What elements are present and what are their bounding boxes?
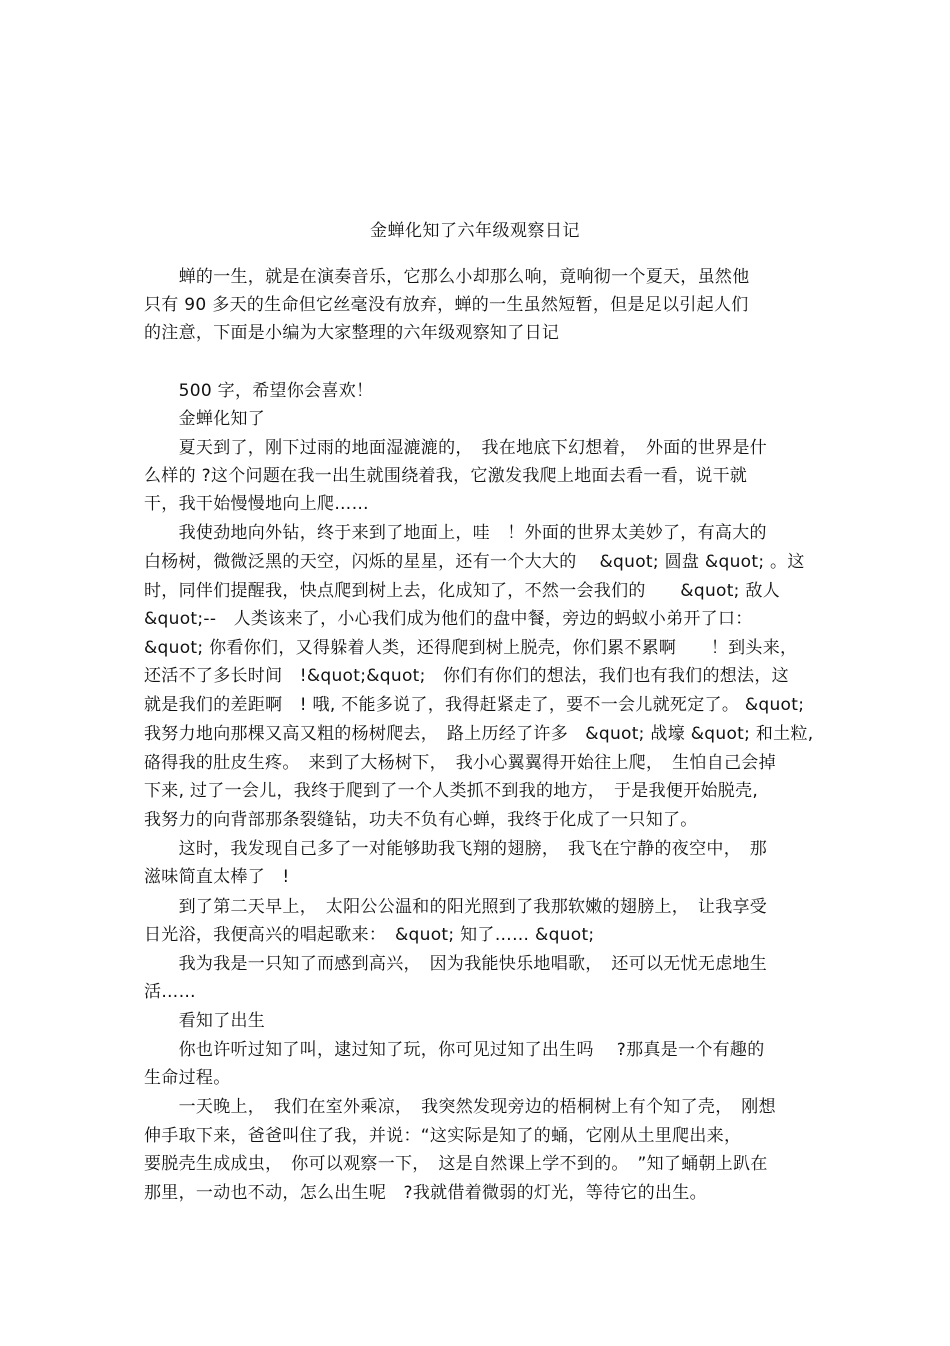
document-title: 金蝉化知了六年级观察日记: [370, 221, 580, 241]
text-line: 白杨树，微微泛黑的天空，闪烁的星星，还有一个大大的 &quot; 圆盘 &quot; 。这: [144, 552, 805, 572]
text-line: 还活不了多长时间 !&quot;&quot; 你们有你们的想法，我们也有我们的想法，这: [144, 666, 789, 686]
text-line: 活……: [144, 982, 196, 1002]
text-line: &quot;-- 人类该来了，小心我们成为他们的盘中餐，旁边的蚂蚁小弟开了口：: [144, 609, 753, 629]
text-line: 蝉的一生，就是在演奏音乐，它那么小却那么响，竟响彻一个夏天，虽然他: [144, 267, 750, 287]
text-line: 那里，一动也不动，怎么出生呢 ?我就借着微弱的灯光，等待它的出生。: [144, 1183, 707, 1203]
text-line: &quot; 你看你们，又得躲着人类，还得爬到树上脱壳，你们累不累啊 ！到头来，: [144, 638, 798, 658]
text-line: 下来, 过了一会儿，我终于爬到了一个人类抓不到我的地方， 于是我便开始脱壳,: [144, 781, 759, 801]
text-line: 我使劲地向外钻，终于来到了地面上，哇 ！外面的世界太美妙了，有高大的: [144, 523, 767, 543]
text-line: 干，我干始慢慢地向上爬……: [144, 494, 369, 514]
text-line: 500 字，希望你会喜欢！: [144, 381, 374, 401]
text-line: 时，同伴们提醒我，快点爬到树上去，化成知了，不然一会我们的 &quot; 敌人: [144, 581, 781, 601]
text-line: 就是我们的差距啊 ! 哦, 不能多说了，我得赶紧走了，要不一会儿就死定了。 &quot;: [144, 695, 805, 715]
text-line: 一天晚上， 我们在室外乘凉， 我突然发现旁边的梧桐树上有个知了壳， 刚想: [144, 1097, 776, 1117]
text-line: 滋味简直太棒了 !: [144, 867, 290, 887]
text-line: 我努力地向那棵又高又粗的杨树爬去， 路上历经了许多 &quot; 战壕 &quot; 和土粒,: [144, 724, 814, 744]
text-line: 日光浴，我便高兴的唱起歌来： &quot; 知了…… &quot;: [144, 925, 595, 945]
text-line: 你也许听过知了叫，逮过知了玩，你可见过知了出生吗 ?那真是一个有趣的: [144, 1040, 765, 1060]
text-line: 硌得我的肚皮生疼。 来到了大杨树下， 我小心翼翼得开始往上爬， 生怕自己会掉: [144, 753, 776, 773]
text-line: 伸手取下来，爸爸叫住了我，并说：“这实际是知了的蛹，它刚从土里爬出来，: [144, 1126, 742, 1146]
text-line: 夏天到了，刚下过雨的地面湿漉漉的， 我在地底下幻想着， 外面的世界是什: [144, 438, 768, 458]
text-line: 金蝉化知了: [144, 409, 266, 429]
text-line: 只有 90 多天的生命但它丝毫没有放弃，蝉的一生虽然短暂，但是足以引起人们: [144, 295, 749, 315]
text-line: 我为我是一只知了而感到高兴， 因为我能快乐地唱歌， 还可以无忧无虑地生: [144, 954, 768, 974]
text-line: 生命过程。: [144, 1068, 231, 1088]
text-line: 我努力的向背部那条裂缝钻，功夫不负有心蝉，我终于化成了一只知了。: [144, 810, 698, 830]
text-line: 这时，我发现自己多了一对能够助我飞翔的翅膀， 我飞在宁静的夜空中， 那: [144, 839, 768, 859]
text-line: 要脱壳生成成虫， 你可以观察一下， 这是自然课上学不到的。 ”知了蛹朝上趴在: [144, 1154, 768, 1174]
text-line: 的注意，下面是小编为大家整理的六年级观察知了日记: [144, 323, 560, 343]
text-line: 看知了出生: [144, 1011, 266, 1031]
text-line: 么样的 ?这个问题在我一出生就围绕着我，它激发我爬上地面去看一看，说干就: [144, 466, 748, 486]
text-line: 到了第二天早上， 太阳公公温和的阳光照到了我那软嫩的翅膀上， 让我享受: [144, 897, 768, 917]
